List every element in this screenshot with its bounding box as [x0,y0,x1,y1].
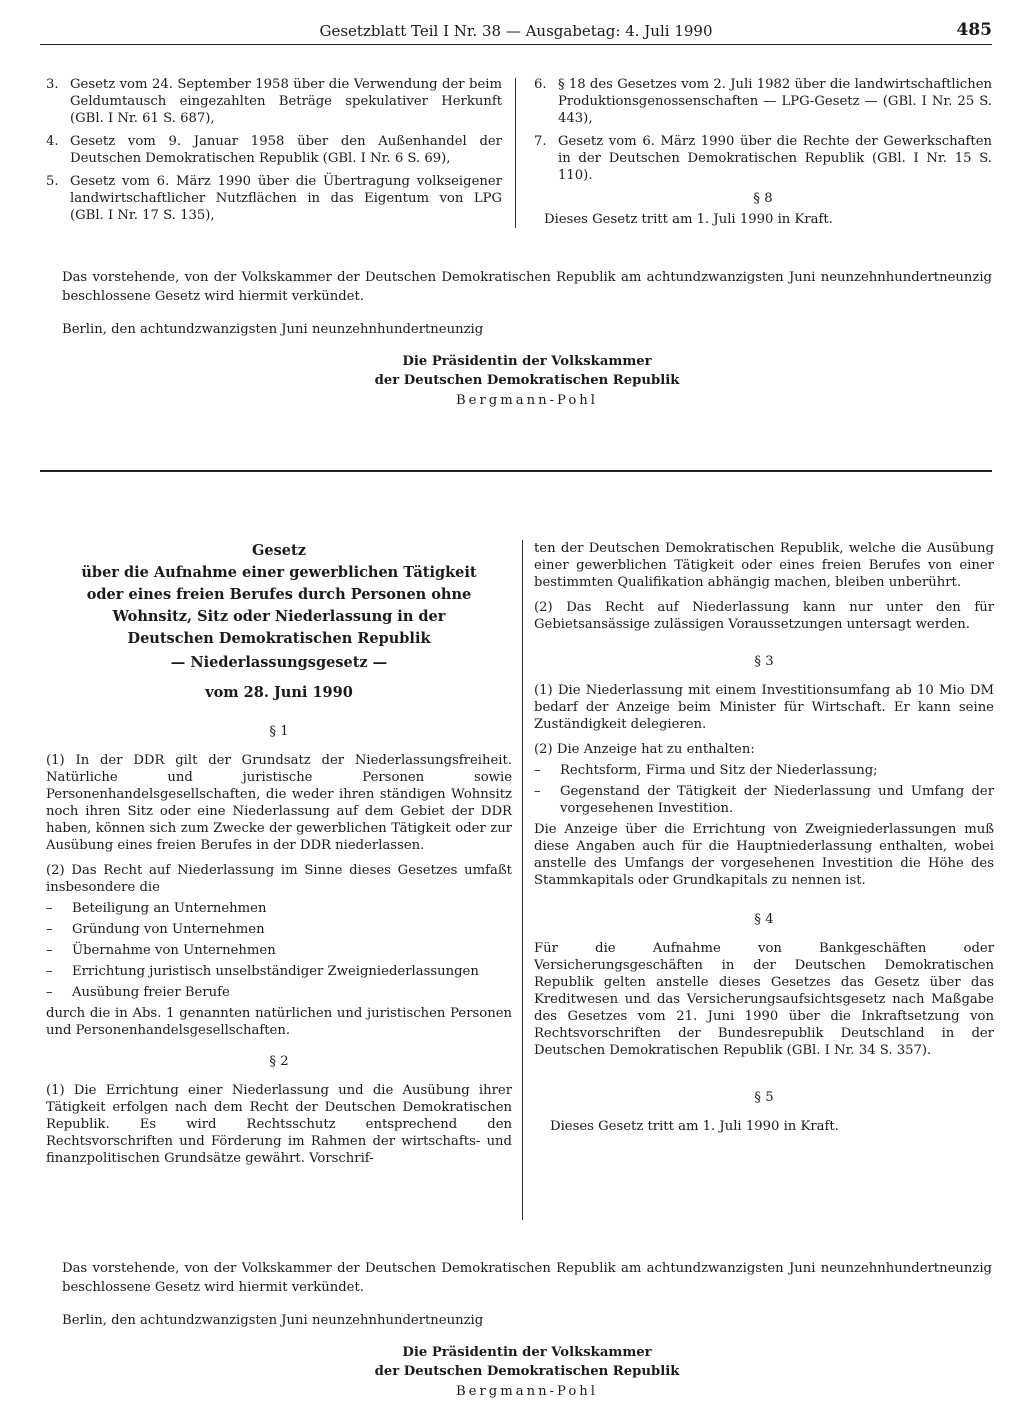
section-heading: § 2 [269,1054,289,1069]
law-date: vom 28. Juni 1990 [205,684,353,701]
signature-title-line1: Die Präsidentin der Volkskammer [402,1345,652,1360]
list-item: – Errichtung juristisch unselbständiger Zweigniederlassungen [46,963,512,980]
promulgation-text: Das vorstehende, von der Volkskammer der Deutschen Demokratischen Republik am achtundzwanzigsten Juni neunzehnhundertneunzig beschlossene Gesetz wird hiermit verkündet. [62,270,992,304]
list-item-text: Übernahme von Unternehmen [72,943,276,958]
page-header [40,16,992,45]
item-number: 4. [46,134,59,149]
column-divider [515,78,516,228]
place-date: Berlin, den achtundzwanzigsten Juni neunzehnhundertneunzig [62,322,484,337]
list-item: – Gründung von Unternehmen [46,921,512,938]
list-item-text: Beteiligung an Unternehmen [72,901,267,916]
list-item: – Rechtsform, Firma und Sitz der Niederlassung; [534,762,994,779]
paragraph: (1) Die Niederlassung mit einem Investitionsumfang ab 10 Mio DM bedarf der Anzeige beim Minister für Wirtschaft. Er kann seine Zuständigkeit delegieren. [534,683,994,732]
list-item [46,133,502,167]
list-item-text: Rechtsform, Firma und Sitz der Niederlassung; [560,763,878,778]
list-item-text: Gegenstand der Tätigkeit der Niederlassung und Umfang der vorgesehenen Investition. [560,784,994,816]
list-item-text: Errichtung juristisch unselbständiger Zweigniederlassungen [72,964,479,979]
law-right-column [534,540,994,1143]
paragraph: (2) Die Anzeige hat zu enthalten: [534,742,755,757]
law-short-title: — Niederlassungsgesetz — [170,654,388,671]
section-heading: § 4 [754,912,774,927]
page-number: 485 [956,20,992,40]
list-item [46,76,502,127]
item-text: § 18 des Gesetzes vom 2. Juli 1982 über die landwirtschaftlichen Produktionsgenossenschaften — LPG-Gesetz — (GBl. I Nr. 25 S. 443), [558,77,992,126]
promulgation-text: Das vorstehende, von der Volkskammer der Deutschen Demokratischen Republik am achtundzwanzigsten Juni neunzehnhundertneunzig beschlossene Gesetz wird hiermit verkündet. [62,1261,992,1295]
signature-title-line1: Die Präsidentin der Volkskammer [402,354,652,369]
header-title: Gesetzblatt Teil I Nr. 38 — Ausgabetag: 4. Juli 1990 [319,22,713,40]
item-number: 7. [534,134,547,149]
item-text: Gesetz vom 9. Januar 1958 über den Außenhandel der Deutschen Demokratischen Republik (GBl. I Nr. 6 S. 69), [70,134,502,166]
list-item [534,76,992,127]
signature-name: Bergmann-Pohl [455,393,599,408]
law-left-column [46,540,512,1175]
section-text: Dieses Gesetz tritt am 1. Juli 1990 in Kraft. [544,212,833,227]
list-item-text: Gründung von Unternehmen [72,922,265,937]
top-left-column [46,76,502,230]
signature-block [62,1343,992,1403]
list-item-text: Ausübung freier Berufe [72,985,230,1000]
law-title-line: über die Aufnahme einer gewerblichen Tätigkeit [81,564,477,581]
item-number: 6. [534,77,547,92]
list-item: – Gegenstand der Tätigkeit der Niederlassung und Umfang der vorgesehenen Investition. [534,784,994,816]
paragraph: (1) In der DDR gilt der Grundsatz der Niederlassungsfreiheit. Natürliche und juristische Personen sowie Personenhandelsgesellschaften, die weder ihren ständigen Wohnsitz noch ihren Sitz oder eine Niederlassung auf dem Gebiet der DDR haben, können sich zum Zwecke der gewerblichen Tätigkeit oder zur Ausübung eines freien Berufes in der DDR niederlassen. [46,753,512,853]
list-item: – Beteiligung an Unternehmen [46,900,512,917]
signature-block [62,352,992,412]
signature-name: Bergmann-Pohl [455,1384,599,1399]
list-item [46,173,502,224]
paragraph: Für die Aufnahme von Bankgeschäften oder Versicherungsgeschäften in der Deutschen Demokratischen Republik gelten anstelle dieses Gesetzes das Gesetz über das Kreditwesen und das Versicherungsaufsichtsgesetz nach Maßgabe des Gesetzes vom 21. Juni 1990 über die Inkraftsetzung von Rechtsvorschriften der Bundesrepublik Deutschland in der Deutschen Demokratischen Republik (GBl. I Nr. 34 S. 357). [534,941,994,1058]
item-text: Gesetz vom 6. März 1990 über die Übertragung volkseigener landwirtschaftlicher Nutzflächen in das Eigentum von LPG (GBl. I Nr. 17 S. 135), [70,174,502,223]
list-item: – Übernahme von Unternehmen [46,942,512,959]
section-heading: § 8 [753,191,773,206]
item-text: Gesetz vom 24. September 1958 über die Verwendung der beim Geldumtausch eingezahlten Beträge spekulativer Herkunft (GBl. I Nr. 61 S. 687), [70,77,502,126]
section-heading: § 5 [754,1090,774,1105]
section-heading: § 3 [754,654,774,669]
law-title [46,540,512,650]
law-title-line: Wohnsitz, Sitz oder Niederlassung in der [112,608,446,625]
section-separator [40,470,992,472]
list-item: – Ausübung freier Berufe [46,984,512,1001]
item-number: 3. [46,77,59,92]
top-right-column [534,76,992,228]
column-divider [522,540,523,1220]
paragraph: ten der Deutschen Demokratischen Republik, welche die Ausübung einer gewerblichen Tätigkeit oder eines freien Berufes von einer bestimmten Qualifikation abhängig machen, bleiben unberührt. [534,541,994,590]
law-title-line: Gesetz [252,542,306,559]
law-title-line: Deutschen Demokratischen Republik [127,630,431,647]
signature-title-line2: der Deutschen Demokratischen Republik [374,1364,680,1379]
paragraph: (2) Das Recht auf Niederlassung kann nur unter den für Gebietsansässige zulässigen Voraussetzungen untersagt werden. [534,600,994,632]
paragraph: durch die in Abs. 1 genannten natürlichen und juristischen Personen und Personenhandelsgesellschaften. [46,1006,512,1038]
place-date: Berlin, den achtundzwanzigsten Juni neunzehnhundertneunzig [62,1313,484,1328]
list-item [534,133,992,184]
paragraph: Die Anzeige über die Errichtung von Zweigniederlassungen muß diese Angaben auch für die Hauptniederlassung enthalten, wobei anstelle des Umfangs der vorgesehenen Investition die Höhe des Stammkapitals oder Grundkapitals zu nennen ist. [534,822,994,888]
item-text: Gesetz vom 6. März 1990 über die Rechte der Gewerkschaften in der Deutschen Demokratischen Republik (GBl. I Nr. 15 S. 110). [558,134,992,183]
paragraph: (1) Die Errichtung einer Niederlassung und die Ausübung ihrer Tätigkeit erfolgen nach dem Recht der Deutschen Demokratischen Republik. Es wird Rechtsschutz entsprechend den Rechtsvorschriften und Förderung im Rahmen der wirtschafts- und finanzpolitischen Grundsätze gewährt. Vorschrif- [46,1083,512,1166]
law-title-line: oder eines freien Berufes durch Personen ohne [86,586,472,603]
item-number: 5. [46,174,59,189]
paragraph: (2) Das Recht auf Niederlassung im Sinne dieses Gesetzes umfaßt insbesondere die [46,863,512,895]
paragraph: Dieses Gesetz tritt am 1. Juli 1990 in Kraft. [550,1119,839,1134]
section-heading: § 1 [269,724,289,739]
signature-title-line2: der Deutschen Demokratischen Republik [374,373,680,388]
